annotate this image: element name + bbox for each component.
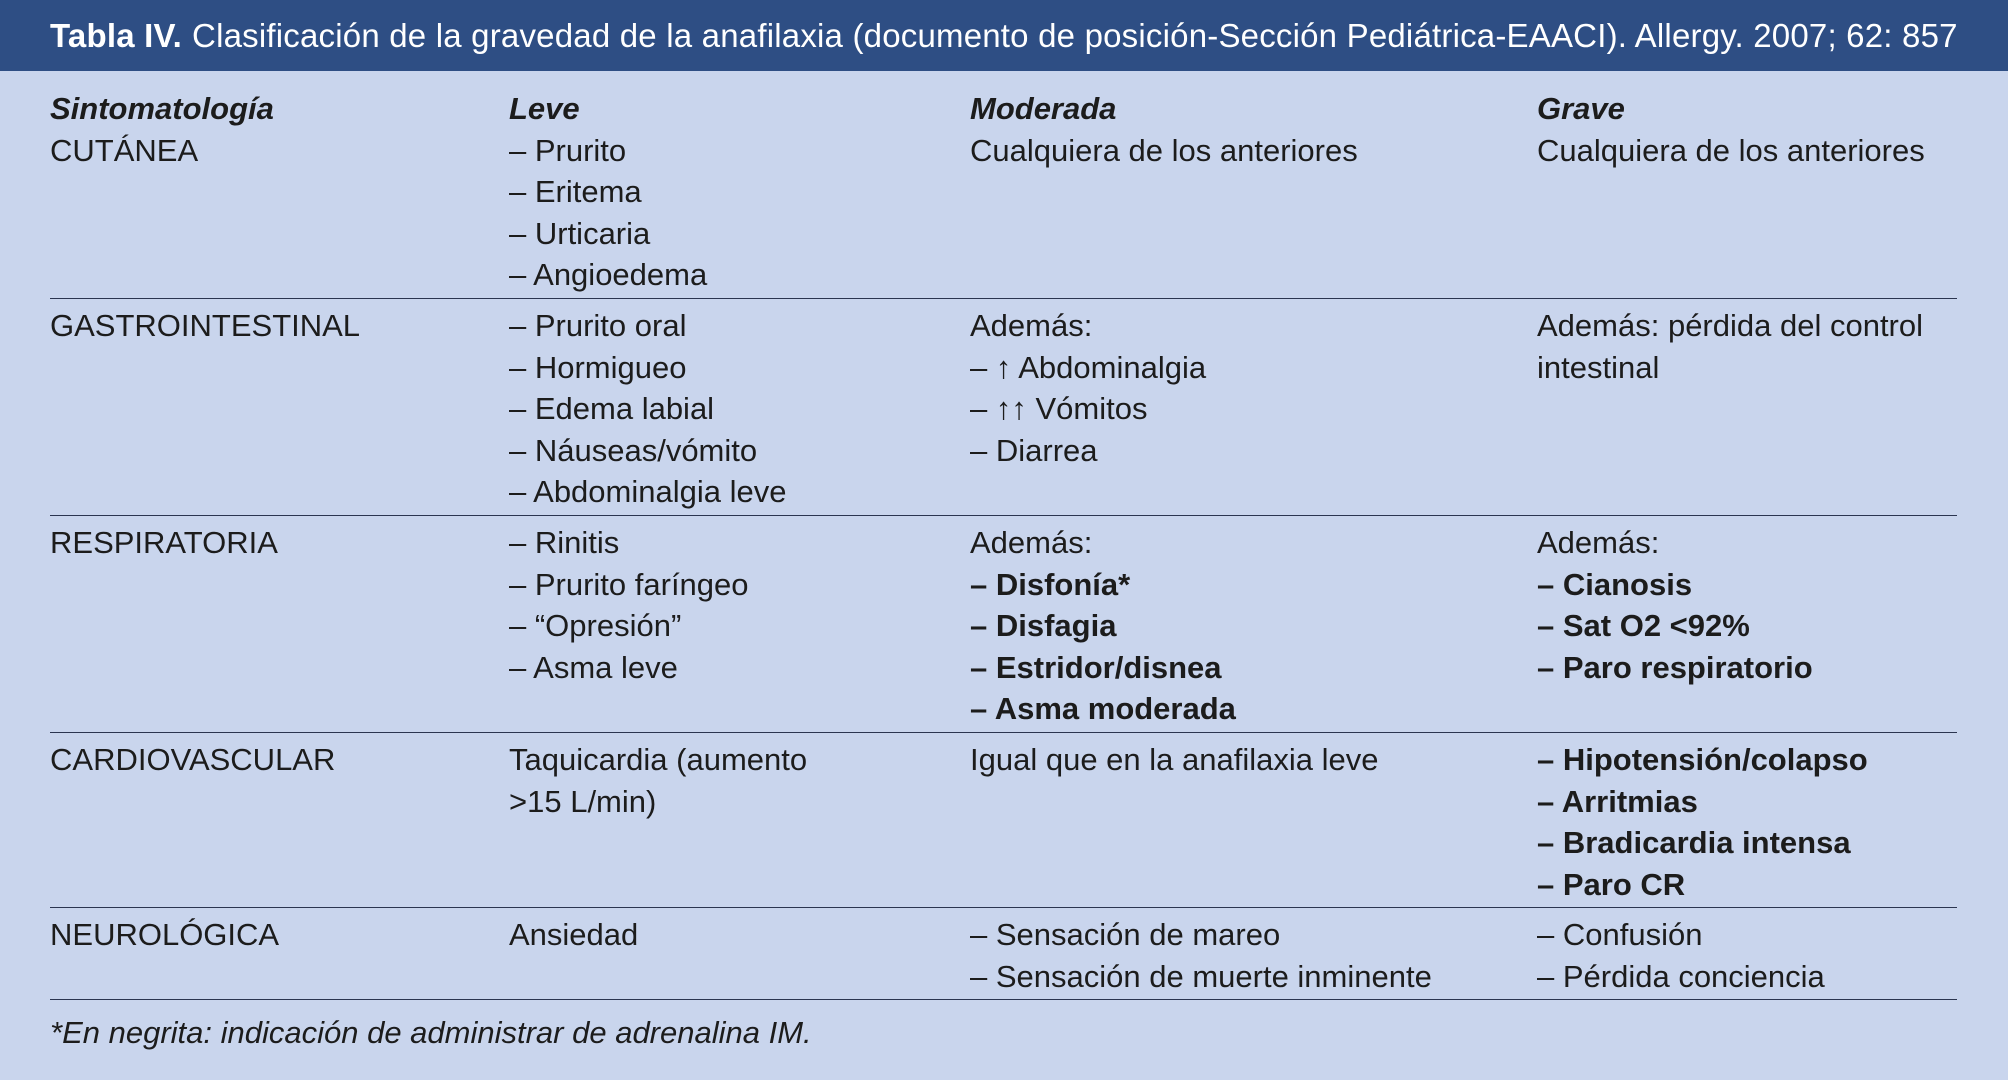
list-item: Cualquiera de los anteriores xyxy=(970,132,1358,168)
table-row xyxy=(50,299,1957,516)
list-item-adrenaline: – Paro respiratorio xyxy=(1537,649,1813,685)
cell-moderada xyxy=(970,130,1537,296)
list-item: >15 L/min) xyxy=(509,783,657,819)
table-header-row xyxy=(50,88,1957,130)
list-item: – Asma leve xyxy=(509,649,678,685)
list-item: – Rinitis xyxy=(509,524,620,560)
list-item: – Hormigueo xyxy=(509,349,687,385)
table-caption-label: Tabla IV. xyxy=(50,16,183,54)
list-item: – Edema labial xyxy=(509,391,715,427)
list-item-adrenaline: – Disfagia xyxy=(970,608,1117,644)
list-item: – Prurito xyxy=(509,132,627,168)
list-item-adrenaline: – Cianosis xyxy=(1537,566,1693,602)
cell-moderada xyxy=(970,305,1537,513)
cell-grave xyxy=(1537,739,1957,905)
row-system-cutanea: CUTÁNEA xyxy=(50,132,199,168)
row-system-respiratoria: RESPIRATORIA xyxy=(50,524,278,560)
list-item: Además: pérdida del control xyxy=(1537,307,1924,343)
list-item-adrenaline: – Estridor/disnea xyxy=(970,649,1222,685)
cell-grave xyxy=(1537,305,1957,513)
list-item: – Abdominalgia leve xyxy=(509,474,787,510)
list-item: Además: xyxy=(1537,524,1660,560)
list-item: Además: xyxy=(970,524,1093,560)
list-item-adrenaline: – Hipotensión/colapso xyxy=(1537,741,1868,777)
cell-moderada xyxy=(970,522,1537,730)
list-item: Ansiedad xyxy=(509,917,639,953)
cell-moderada xyxy=(970,739,1537,905)
cell-leve xyxy=(509,914,970,997)
list-item: – Urticaria xyxy=(509,215,651,251)
list-item: – Pérdida conciencia xyxy=(1537,958,1825,994)
severity-table xyxy=(50,88,1957,1000)
list-item: – Confusión xyxy=(1537,917,1703,953)
cell-leve xyxy=(509,130,970,296)
column-header-grave: Grave xyxy=(1537,91,1625,126)
list-item: – Náuseas/vómito xyxy=(509,432,758,468)
table-caption-title: Clasificación de la gravedad de la anafilaxia (documento de posición-Sección Pediátrica-EAACI). Allergy. 2007; 62: 857 xyxy=(192,16,1958,54)
row-system-neurologica: NEUROLÓGICA xyxy=(50,917,280,953)
list-item: – Sensación de mareo xyxy=(970,917,1281,953)
table-row xyxy=(50,733,1957,908)
list-item: – “Opresión” xyxy=(509,608,682,644)
list-item: – ↑ Abdominalgia xyxy=(970,349,1207,385)
table-row xyxy=(50,908,1957,1000)
list-item: Taquicardia (aumento xyxy=(509,741,808,777)
list-item-adrenaline: – Sat O2 <92% xyxy=(1537,608,1750,644)
list-item: Además: xyxy=(970,307,1093,343)
row-system-cardiovascular: CARDIOVASCULAR xyxy=(50,741,336,777)
table-footnote: *En negrita: indicación de administrar de adrenalina IM. xyxy=(50,1015,812,1050)
cell-grave xyxy=(1537,130,1957,296)
list-item-adrenaline: – Disfonía* xyxy=(970,566,1131,602)
list-item: Cualquiera de los anteriores xyxy=(1537,132,1925,168)
list-item: – Eritema xyxy=(509,174,642,210)
list-item: – ↑↑ Vómitos xyxy=(970,391,1148,427)
list-item: – Sensación de muerte inminente xyxy=(970,958,1432,994)
list-item-adrenaline: – Paro CR xyxy=(1537,866,1686,902)
list-item-adrenaline: – Arritmias xyxy=(1537,783,1698,819)
column-header-leve: Leve xyxy=(509,91,580,126)
cell-leve xyxy=(509,522,970,730)
list-item: intestinal xyxy=(1537,349,1660,385)
column-header-moderada: Moderada xyxy=(970,91,1117,126)
column-header-sintomatologia: Sintomatología xyxy=(50,91,274,126)
list-item: – Prurito oral xyxy=(509,307,687,343)
cell-leve xyxy=(509,305,970,513)
list-item: Igual que en la anafilaxia leve xyxy=(970,741,1379,777)
cell-leve xyxy=(509,739,970,905)
list-item-adrenaline: – Asma moderada xyxy=(970,691,1236,727)
row-system-gastrointestinal: GASTROINTESTINAL xyxy=(50,307,361,343)
cell-grave xyxy=(1537,914,1957,997)
cell-grave xyxy=(1537,522,1957,730)
cell-moderada xyxy=(970,914,1537,997)
list-item: – Angioedema xyxy=(509,257,708,293)
list-item: – Diarrea xyxy=(970,432,1098,468)
table-row xyxy=(50,130,1957,299)
table-row xyxy=(50,516,1957,733)
list-item: – Prurito faríngeo xyxy=(509,566,749,602)
list-item-adrenaline: – Bradicardia intensa xyxy=(1537,825,1851,861)
table-caption xyxy=(0,0,2008,71)
